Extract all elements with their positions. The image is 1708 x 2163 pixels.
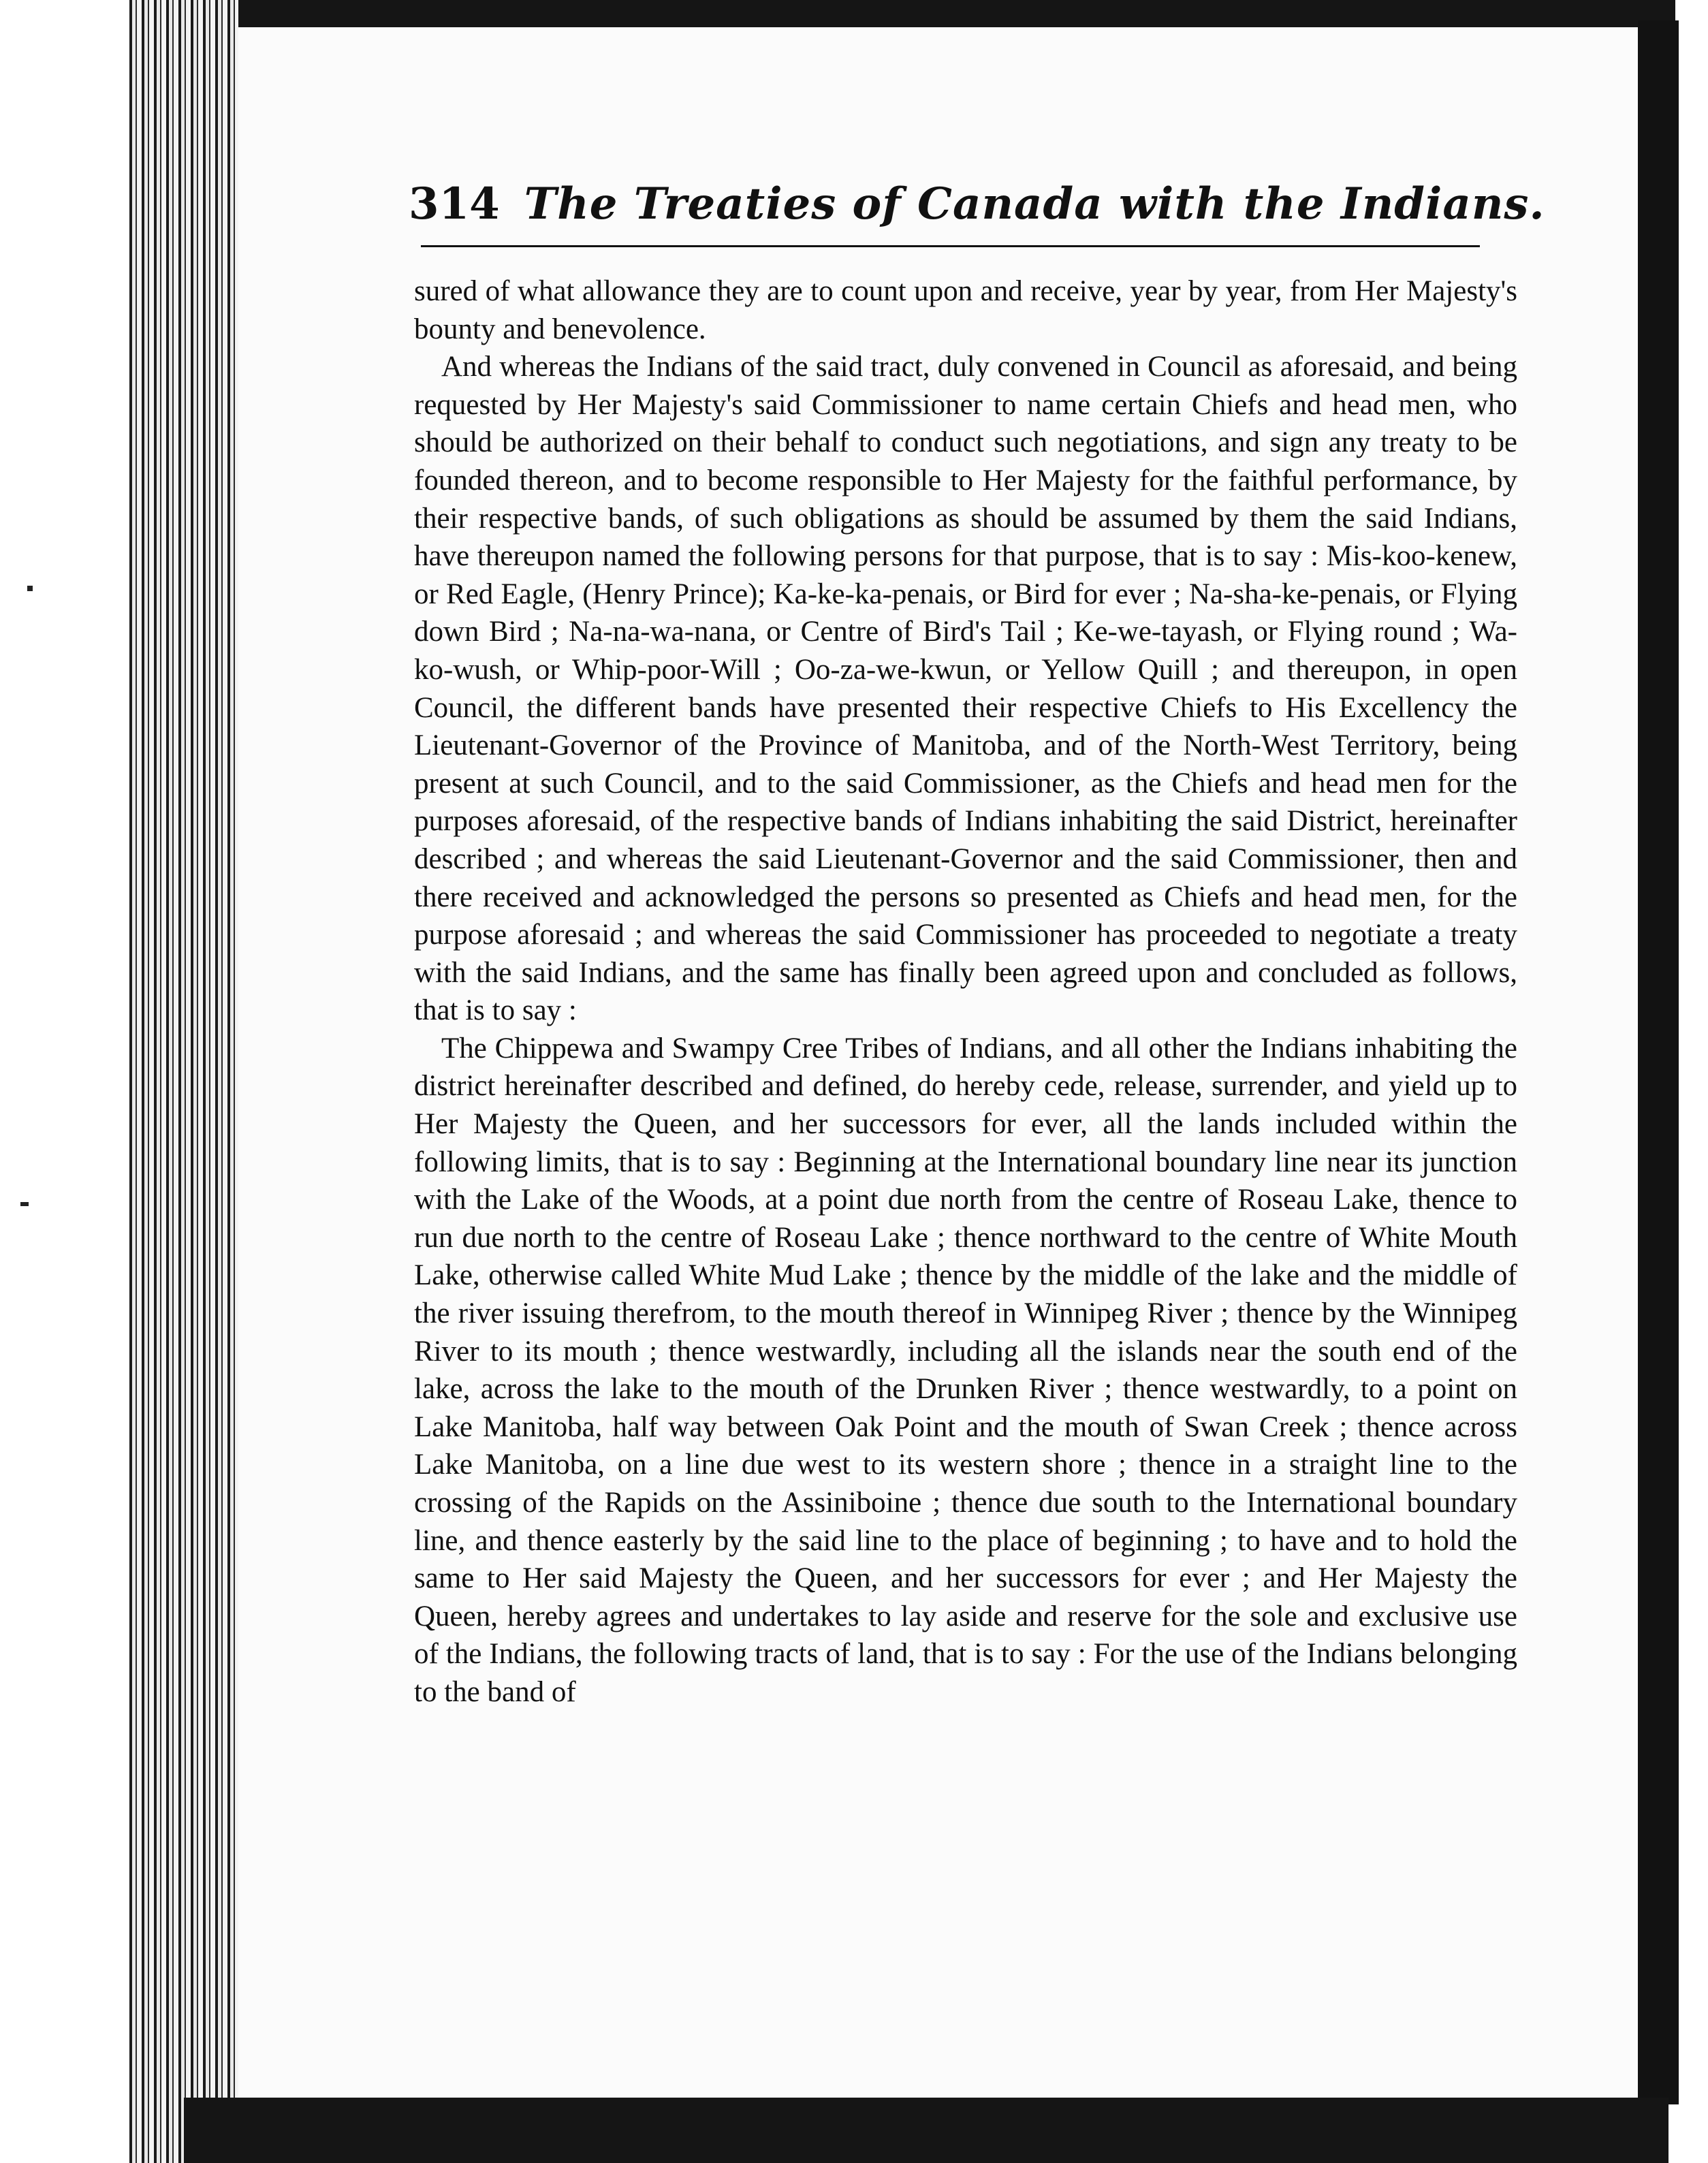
book-top-edge — [129, 0, 1675, 27]
header-rule — [421, 245, 1480, 247]
page-number: 314 — [409, 178, 500, 230]
paragraph: And whereas the Indians of the said tract, duly convened in Council as aforesaid, and being requested by Her Majesty's said Commissioner to name certain Chiefs and head men, who should be authorized on their behalf to conduct such negotiations, and sign any treaty to be founded thereon, and to become responsible to Her Majesty for the faithful performance, by their respective bands, of such obligations as should be assumed by them the said Indians, have thereupon named the following persons for that purpose, that is to say : Mis-koo-kenew, or Red Eagle, (Henry Prince); Ka-ke-ka-penais, or Bird for ever ; Na-sha-ke-penais, or Flying down Bird ; Na-na-wa-nana, or Centre of Bird's Tail ; Ke-we-tayash, or Flying round ; Wa-ko-wush, or Whip-poor-Will ; Oo-za-we-kwun, or Yellow Quill ; and thereupon, in open Council, the different bands have presented their respective Chiefs to His Excellency the Lieutenant-Governor of the Province of Manitoba, and of the North-West Territory, being present at such Council, and to the said Commissioner, as the Chiefs and head men for the purposes aforesaid, of the respective bands of Indians inhabiting the said District, hereinafter described ; and whereas the said Lieutenant-Governor and the said Commissioner, then and there received and acknowledged the persons so presented as Chiefs and head men, for the purpose aforesaid ; and whereas the said Commissioner has proceeded to negotiate a treaty with the said Indians, and the same has finally been agreed upon and concluded as follows, that is to say : — [414, 351, 1517, 1027]
scan-speck — [20, 1202, 29, 1206]
paragraph: sured of what allowance they are to count upon and receive, year by year, from Her Majesty's bounty and benevolence. — [414, 275, 1517, 345]
scan-speck — [27, 586, 33, 591]
paragraph: The Chippewa and Swampy Cree Tribes of Indians, and all other the Indians inhabiting the district hereinafter described and defined, do hereby cede, release, surrender, and yield up to Her Majesty the Queen, and her successors for ever, all the lands included within the following limits, that is to say : Beginning at the International boundary line near its junction with the Lake of the Woods, at a point due north from the centre of Roseau Lake, thence to run due north to the centre of Roseau Lake ; thence northward to the centre of White Mouth Lake, otherwise called White Mud Lake ; thence by the middle of the lake and the middle of the river issuing therefrom, to the mouth thereof in Winnipeg River ; thence by the Winnipeg River to its mouth ; thence westwardly, including all the islands near the south end of the lake, across the lake to the mouth of the Drunken River ; thence westwardly, to a point on Lake Manitoba, half way between Oak Point and the mouth of Swan Creek ; thence across Lake Manitoba, on a line due west to its western shore ; thence in a straight line to the crossing of the Rapids on the Assiniboine ; thence due south to the International boundary line, and thence easterly by the said line to the place of beginning ; to have and to hold the same to Her said Majesty the Queen, and her successors for ever ; and Her Majesty the Queen, hereby agrees and undertakes to lay aside and reserve for the sole and exclusive use of the Indians, the following tracts of land, that is to say : For the use of the Indians belonging to the band of — [414, 1032, 1517, 1708]
body-text — [414, 272, 1517, 1711]
running-title: The Treaties of Canada with the Indians. — [524, 178, 1545, 230]
book-page-edges — [129, 0, 238, 2163]
book-right-edge — [1638, 20, 1679, 2104]
book-bottom-edge — [184, 2098, 1669, 2163]
running-head — [409, 178, 1545, 230]
